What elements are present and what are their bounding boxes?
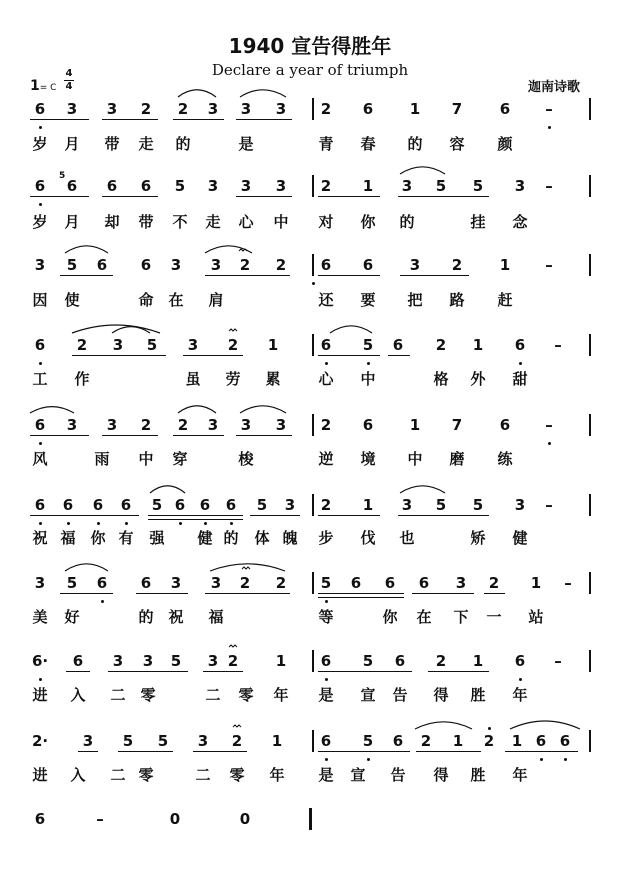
score-note: 1 — [271, 732, 283, 750]
score-note: 6 — [34, 810, 46, 828]
score-note: 6 — [96, 574, 108, 592]
lyric-char: 好 — [64, 608, 80, 626]
lyric-char: 走 — [138, 135, 154, 153]
score-note: 6 — [362, 256, 374, 274]
lyric-char: 劳 — [225, 370, 241, 388]
score-note: 6 — [72, 652, 84, 670]
lyric-char: 把 — [407, 291, 423, 309]
score-note: 3 — [207, 652, 219, 670]
score-note: 3 — [170, 256, 182, 274]
lyric-char: 岁 — [32, 213, 48, 231]
lyric-char: 路 — [449, 291, 465, 309]
score-note: 5 — [170, 652, 182, 670]
score-note: 7 — [451, 100, 463, 118]
slur-arc — [178, 90, 216, 97]
lyric-char: 中 — [138, 450, 154, 468]
lyric-char: 魄 — [282, 529, 298, 547]
lyric-char: 也 — [399, 529, 415, 547]
score-note: 1 — [530, 574, 542, 592]
lyric-char: 岁 — [32, 135, 48, 153]
lyric-char: 走 — [205, 213, 221, 231]
lyric-char: 要 — [360, 291, 376, 309]
score-note: 6 — [34, 100, 46, 118]
lyric-char: 中 — [273, 213, 289, 231]
score-note: 3 — [275, 177, 287, 195]
lyric-char: 二 — [110, 686, 126, 704]
sustain-dash: – — [554, 336, 562, 354]
score-note: 5 — [157, 732, 169, 750]
score-note: 6 — [174, 496, 186, 514]
grace-note: 5 — [59, 171, 66, 181]
lyric-char: 的 — [399, 213, 415, 231]
score-note: 3 — [112, 652, 124, 670]
lyric-char: 入 — [70, 766, 86, 784]
lyric-char: 带 — [104, 135, 120, 153]
lyric-char: 告 — [390, 766, 406, 784]
score-note: 6 — [34, 416, 46, 434]
score-note: 6 — [362, 416, 374, 434]
lyric-char: 是 — [318, 766, 334, 784]
score-note: 5 — [146, 336, 158, 354]
score-note: 1 — [362, 177, 374, 195]
lyric-char: 的 — [407, 135, 423, 153]
score-note: 6 — [320, 652, 332, 670]
score-note: 6 — [559, 732, 571, 750]
lyric-char: 容 — [449, 135, 465, 153]
score-note: 3 — [142, 652, 154, 670]
score-note: 1 — [511, 732, 523, 750]
ornament-mark — [229, 645, 237, 647]
lyric-char: 外 — [470, 370, 486, 388]
score-note: 3 — [514, 177, 526, 195]
score-note: 7 — [451, 416, 463, 434]
score-note: 5 — [174, 177, 186, 195]
lyric-char: 雨 — [94, 450, 110, 468]
lyric-char: 二 — [195, 766, 211, 784]
score-note: 5 — [472, 496, 484, 514]
score-note: 2 — [140, 416, 152, 434]
score-note: 3 — [106, 100, 118, 118]
score-note: 3 — [187, 336, 199, 354]
time-bottom: 4 — [65, 81, 73, 92]
score-note: 2 — [435, 336, 447, 354]
score-note: 3 — [240, 100, 252, 118]
score-note: 6 — [225, 496, 237, 514]
score-note: 6 — [66, 177, 78, 195]
slur-arc — [510, 721, 580, 729]
lyric-char: 累 — [265, 370, 281, 388]
lyric-char: 赶 — [497, 291, 513, 309]
lyric-char: 有 — [118, 529, 134, 547]
lyric-char: 不 — [172, 213, 188, 231]
sustain-dash: – — [545, 256, 553, 274]
score-note: 5 — [435, 496, 447, 514]
lyric-char: 年 — [273, 686, 289, 704]
lyric-char: 零 — [238, 686, 254, 704]
lyric-char: 年 — [512, 686, 528, 704]
lyric-char: 心 — [238, 213, 254, 231]
score-note: 6 — [394, 652, 406, 670]
score-note: 2 — [231, 732, 243, 750]
score-note: 3 — [112, 336, 124, 354]
score-note: 6 — [384, 574, 396, 592]
lyric-char: 你 — [90, 529, 106, 547]
lyric-char: 月 — [64, 135, 80, 153]
lyric-char: 练 — [497, 450, 513, 468]
score-note: 6 — [140, 256, 152, 274]
lyric-char: 胜 — [470, 686, 486, 704]
score-note: 1 — [362, 496, 374, 514]
lyric-char: 等 — [318, 608, 334, 626]
lyric-char: 使 — [64, 291, 80, 309]
score-note: 1 — [409, 416, 421, 434]
score-note: 3 — [197, 732, 209, 750]
score-note: 6 — [140, 177, 152, 195]
slur-arc — [65, 564, 108, 571]
ornament-mark — [233, 725, 241, 727]
lyric-char: 的 — [223, 529, 239, 547]
score-note: 1 — [409, 100, 421, 118]
score-note: 2 — [76, 336, 88, 354]
score-note: 6· — [32, 652, 49, 670]
score-note: 3 — [409, 256, 421, 274]
lyric-char: 逆 — [318, 450, 334, 468]
lyric-char: 得 — [433, 766, 449, 784]
score-note: 2 — [435, 652, 447, 670]
score-note: 3 — [514, 496, 526, 514]
score-note: 5 — [362, 732, 374, 750]
lyric-char: 告 — [392, 686, 408, 704]
lyric-char: 工 — [32, 370, 48, 388]
lyric-char: 在 — [416, 608, 432, 626]
lyric-char: 二 — [110, 766, 126, 784]
score-note: 2 — [239, 256, 251, 274]
lyric-char: 磨 — [449, 450, 465, 468]
lyric-char: 对 — [318, 213, 334, 231]
score-note: 5 — [362, 652, 374, 670]
lyric-char: 青 — [318, 135, 334, 153]
score-note: 1 — [267, 336, 279, 354]
score-note: 6 — [34, 177, 46, 195]
lyric-char: 进 — [32, 766, 48, 784]
lyric-char: 格 — [433, 370, 449, 388]
score-note: 5 — [320, 574, 332, 592]
ornament-mark — [239, 249, 247, 251]
sustain-dash: – — [564, 574, 572, 592]
lyric-char: 作 — [74, 370, 90, 388]
score-note: 6 — [140, 574, 152, 592]
lyric-char: 的 — [138, 608, 154, 626]
score-note: 1 — [472, 652, 484, 670]
lyric-char: 强 — [149, 529, 165, 547]
score-note: 2 — [488, 574, 500, 592]
score-note: 0 — [239, 810, 251, 828]
lyric-char: 健 — [512, 529, 528, 547]
slur-arc — [240, 406, 286, 413]
lyric-char: 春 — [360, 135, 376, 153]
lyric-char: 矫 — [470, 529, 486, 547]
score-note: 3 — [34, 256, 46, 274]
slur-arc — [150, 486, 185, 493]
score-note: 6 — [392, 732, 404, 750]
score-note: 6 — [120, 496, 132, 514]
song-author: 迦南诗歌 — [528, 80, 581, 95]
song-subtitle: Declare a year of triumph — [211, 61, 409, 79]
score-note: 3 — [210, 256, 222, 274]
score-note: 1 — [452, 732, 464, 750]
lyric-char: 在 — [168, 291, 184, 309]
score-note: 6 — [499, 100, 511, 118]
lyric-char: 挂 — [470, 213, 486, 231]
lyric-char: 福 — [208, 608, 224, 626]
sustain-dash: – — [545, 416, 553, 434]
slur-arc — [415, 722, 472, 729]
lyric-char: 是 — [238, 135, 254, 153]
score-note: 2 — [177, 100, 189, 118]
score-note: 6 — [514, 336, 526, 354]
lyric-char: 步 — [318, 529, 334, 547]
lyric-char: 福 — [60, 529, 76, 547]
score-note: 5 — [435, 177, 447, 195]
lyric-char: 入 — [70, 686, 86, 704]
lyric-char: 零 — [229, 766, 245, 784]
lyric-char: 体 — [254, 529, 270, 547]
slur-arc — [178, 406, 216, 413]
lyric-char: 却 — [104, 213, 120, 231]
score-note: 6 — [34, 496, 46, 514]
slur-arc — [400, 486, 445, 493]
lyric-char: 二 — [205, 686, 221, 704]
score-note: 2 — [483, 732, 495, 750]
slur-arc — [400, 167, 445, 174]
score-note: 6 — [34, 336, 46, 354]
score-note: 5 — [66, 256, 78, 274]
score-note: 3 — [275, 416, 287, 434]
lyric-char: 零 — [138, 766, 154, 784]
lyric-char: 伐 — [360, 529, 376, 547]
lyric-char: 颜 — [497, 135, 513, 153]
score-note: 3 — [284, 496, 296, 514]
lyric-char: 宣 — [360, 686, 376, 704]
score-note: 2 — [275, 574, 287, 592]
score-note: 3 — [207, 416, 219, 434]
score-note: 6 — [418, 574, 430, 592]
lyric-char: 年 — [269, 766, 285, 784]
score-note: 6 — [320, 732, 332, 750]
sustain-dash: – — [545, 100, 553, 118]
lyric-char: 带 — [138, 213, 154, 231]
time-top: 4 — [65, 68, 73, 79]
score-note: 3 — [34, 574, 46, 592]
song-title: 1940 宣告得胜年 — [228, 34, 392, 58]
score-note: 3 — [210, 574, 222, 592]
key-number: 1 — [30, 78, 40, 94]
score-note: 2· — [32, 732, 49, 750]
lyric-char: 胜 — [470, 766, 486, 784]
slur-arc — [72, 325, 160, 333]
slur-arc — [240, 90, 286, 97]
lyric-char: 的 — [175, 135, 191, 153]
slur-arc — [112, 327, 150, 333]
lyric-char: 美 — [32, 608, 48, 626]
lyric-char: 肩 — [208, 291, 224, 309]
lyric-char: 进 — [32, 686, 48, 704]
score-note: 2 — [320, 496, 332, 514]
lyric-char: 中 — [360, 370, 376, 388]
score-note: 3 — [66, 416, 78, 434]
lyric-char: 站 — [528, 608, 544, 626]
sustain-dash: – — [96, 810, 104, 828]
lyric-char: 一 — [486, 608, 502, 626]
score-note: 5 — [66, 574, 78, 592]
score-note: 6 — [535, 732, 547, 750]
score-note: 6 — [320, 256, 332, 274]
score-note: 3 — [207, 177, 219, 195]
lyric-char: 心 — [318, 370, 334, 388]
ornament-mark — [242, 567, 250, 569]
lyric-char: 风 — [32, 450, 48, 468]
score-note: 2 — [420, 732, 432, 750]
sustain-dash: – — [545, 177, 553, 195]
lyric-char: 年 — [512, 766, 528, 784]
lyric-char: 你 — [360, 213, 376, 231]
score-note: 6 — [106, 177, 118, 195]
slur-arc — [330, 326, 372, 333]
score-note: 6 — [362, 100, 374, 118]
score-note: 3 — [170, 574, 182, 592]
score-note: 6 — [320, 336, 332, 354]
score-note: 2 — [320, 177, 332, 195]
lyric-char: 虽 — [185, 370, 201, 388]
score-note: 2 — [227, 652, 239, 670]
lyric-char: 下 — [453, 608, 469, 626]
lyric-char: 中 — [407, 450, 423, 468]
lyric-char: 健 — [197, 529, 213, 547]
lyric-char: 甜 — [512, 370, 528, 388]
score-note: 3 — [82, 732, 94, 750]
score-note: 6 — [499, 416, 511, 434]
score-note: 3 — [106, 416, 118, 434]
lyric-char: 念 — [512, 213, 528, 231]
lyric-char: 命 — [138, 291, 154, 309]
score-note: 3 — [275, 100, 287, 118]
lyric-char: 祝 — [32, 529, 48, 547]
score-note: 3 — [207, 100, 219, 118]
ornament-mark — [229, 329, 237, 331]
score-note: 5 — [122, 732, 134, 750]
score-note: 6 — [92, 496, 104, 514]
score-note: 3 — [401, 177, 413, 195]
score-note: 3 — [240, 177, 252, 195]
lyric-char: 零 — [140, 686, 156, 704]
lyric-char: 你 — [382, 608, 398, 626]
score-note: 6 — [199, 496, 211, 514]
key-equals: = C — [39, 83, 57, 93]
lyric-char: 因 — [32, 291, 48, 309]
score-note: 6 — [96, 256, 108, 274]
lyric-char: 祝 — [168, 608, 184, 626]
lyric-char: 梭 — [238, 450, 254, 468]
score-note: 1 — [472, 336, 484, 354]
lyric-char: 穿 — [172, 450, 188, 468]
score-note: 2 — [239, 574, 251, 592]
score-note: 3 — [66, 100, 78, 118]
score-note: 6 — [350, 574, 362, 592]
score-note: 0 — [169, 810, 181, 828]
lyric-char: 是 — [318, 686, 334, 704]
score-note: 2 — [227, 336, 239, 354]
score-note: 1 — [499, 256, 511, 274]
score-note: 6 — [514, 652, 526, 670]
score-note: 2 — [320, 416, 332, 434]
score-note: 6 — [62, 496, 74, 514]
lyric-char: 宣 — [350, 766, 366, 784]
score-note: 2 — [140, 100, 152, 118]
lyric-char: 境 — [360, 450, 376, 468]
sustain-dash: – — [545, 496, 553, 514]
score-note: 2 — [451, 256, 463, 274]
slur-arc — [30, 407, 74, 413]
score-note: 2 — [275, 256, 287, 274]
score-note: 6 — [392, 336, 404, 354]
score-note: 5 — [151, 496, 163, 514]
score-note: 3 — [401, 496, 413, 514]
sustain-dash: – — [554, 652, 562, 670]
score-note: 2 — [320, 100, 332, 118]
score-note: 1 — [275, 652, 287, 670]
score-note: 2 — [177, 416, 189, 434]
score-note: 5 — [256, 496, 268, 514]
score-note: 3 — [240, 416, 252, 434]
slur-arc — [65, 246, 108, 253]
lyric-char: 月 — [64, 213, 80, 231]
score-note: 5 — [362, 336, 374, 354]
lyric-char: 还 — [318, 291, 334, 309]
lyric-char: 得 — [433, 686, 449, 704]
score-note: 5 — [472, 177, 484, 195]
score-note: 3 — [455, 574, 467, 592]
